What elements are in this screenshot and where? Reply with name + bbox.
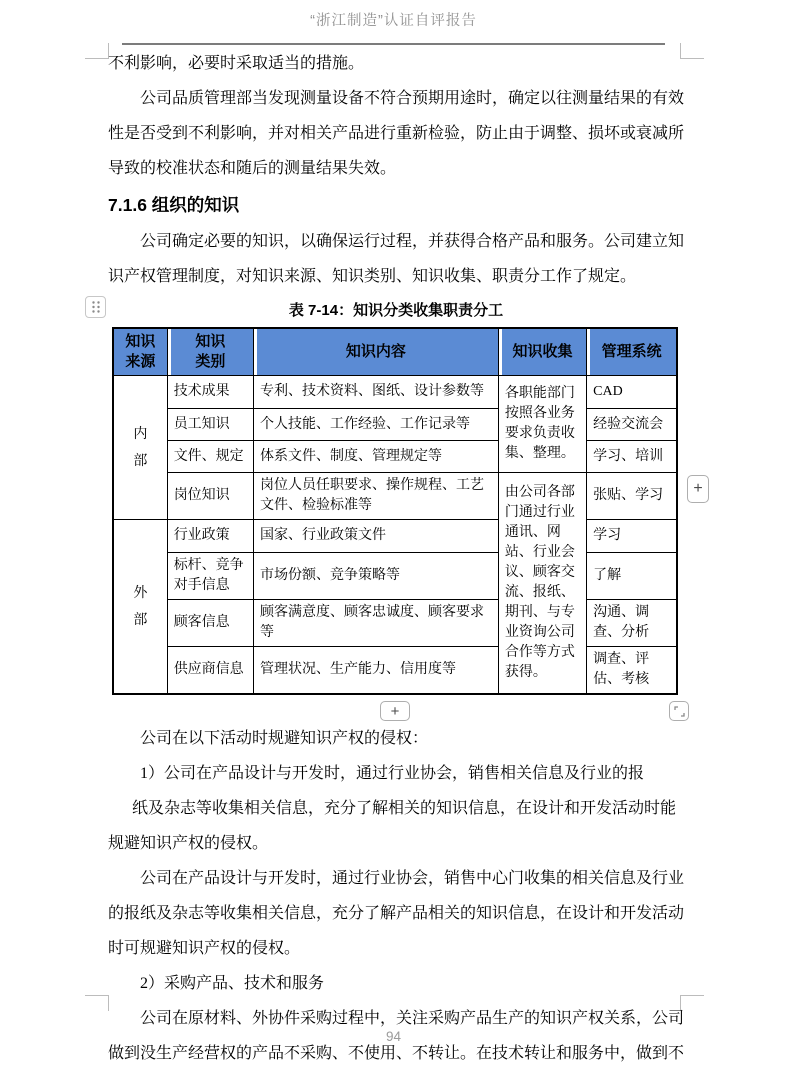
table-row <box>113 441 677 473</box>
cell-category: 员工知识 <box>167 409 253 441</box>
cell-content: 管理状况、生产能力、信用度等 <box>253 647 498 695</box>
cell-category: 技术成果 <box>167 376 253 409</box>
cell-source-external: 外部 <box>113 520 167 695</box>
cell-content: 体系文件、制度、管理规定等 <box>253 441 498 473</box>
cell-content: 国家、行业政策文件 <box>253 520 498 553</box>
expand-corners-icon <box>674 706 685 717</box>
cell-system: 经验交流会 <box>587 409 677 441</box>
cell-system: 了解 <box>587 553 677 600</box>
cell-system: CAD <box>587 376 677 409</box>
drag-dots-icon <box>91 300 101 314</box>
col-header-management-system: 管理系统 <box>587 328 677 376</box>
cell-system: 调查、评估、考核 <box>587 647 677 695</box>
margin-corner-mark-top-left <box>85 43 109 59</box>
table-caption: 表 7-14：知识分类收集职责分工 <box>288 302 504 319</box>
cell-source-internal: 内部 <box>113 376 167 520</box>
cell-system: 学习 <box>587 520 677 553</box>
table-row <box>113 553 677 600</box>
cell-system: 沟通、调查、分析 <box>587 600 677 647</box>
cell-content: 岗位人员任职要求、操作规程、工艺文件、检验标准等 <box>253 473 498 520</box>
page-number: 94 <box>385 1029 402 1044</box>
cell-collection-method: 各职能部门按照各业务要求负责收集、整理。 <box>498 376 586 473</box>
table-drag-handle[interactable] <box>85 296 106 318</box>
table-row <box>113 520 677 553</box>
cell-system: 张贴、学习 <box>587 473 677 520</box>
table-row <box>113 409 677 441</box>
cell-category: 供应商信息 <box>167 647 253 695</box>
cell-category: 顾客信息 <box>167 600 253 647</box>
cell-content: 顾客满意度、顾客忠诚度、顾客要求等 <box>253 600 498 647</box>
paragraph: 2）采购产品、技术和服务 <box>140 975 325 992</box>
paragraph: 公司在原材料、外协件采购过程中，关注采购产品生产的知识产权关系，公司做到没生产经营权的产品不采购、不使用、不转让。在技术转让和服务中，做到不 <box>108 1010 685 1062</box>
cell-category: 岗位知识 <box>167 473 253 520</box>
document-body <box>108 46 703 1071</box>
cell-category: 行业政策 <box>167 520 253 553</box>
paragraph: 公司在以下活动时规避知识产权的侵权： <box>140 730 429 747</box>
add-row-button[interactable] <box>380 701 410 721</box>
table-row <box>113 473 677 520</box>
header-rule <box>122 43 665 45</box>
margin-corner-mark-bottom-left <box>85 995 109 1011</box>
plus-icon: + <box>693 480 703 497</box>
cell-content: 个人技能、工作经验、工作记录等 <box>253 409 498 441</box>
paragraph: 公司品质管理部当发现测量设备不符合预期用途时，确定以往测量结果的有效性是否受到不利影响，并对相关产品进行重新检验，防止由于调整、损坏或衰减所导致的校准状态和随后的测量结果失效。 <box>108 90 685 177</box>
paragraph: 不利影响，必要时采取适当的措施。 <box>108 55 365 72</box>
col-header-knowledge-content: 知识内容 <box>253 328 498 376</box>
paragraph: 1）公司在产品设计与开发时，通过行业协会，销售相关信息及行业的报 <box>140 765 645 782</box>
add-column-button[interactable] <box>687 475 709 503</box>
plus-icon: + <box>390 702 400 720</box>
cell-content: 市场份额、竞争策略等 <box>253 553 498 600</box>
col-header-knowledge-collection: 知识收集 <box>498 328 586 376</box>
section-heading: 7.1.6 组织的知识 <box>108 195 240 215</box>
table-row <box>113 600 677 647</box>
cell-collection-method: 由公司各部门通过行业通讯、网站、行业会议、顾客交流、报纸、期刊、与专业资询公司合作等方式获得。 <box>498 473 586 695</box>
paragraph: 公司在产品设计与开发时，通过行业协会，销售中心门收集的相关信息及行业的报纸及杂志等收集相关信息，充分了解产品相关的知识信息，在设计和开发活动时可规避知识产权的侵权。 <box>108 870 685 957</box>
paragraph: 纸及杂志等收集相关信息，充分了解相关的知识信息，在设计和开发活动时能规避知识产权的侵权。 <box>108 800 677 852</box>
table-container <box>112 327 703 720</box>
col-header-knowledge-source: 知识来源 <box>113 328 167 376</box>
table-header-row <box>113 328 677 376</box>
cell-category: 文件、规定 <box>167 441 253 473</box>
table-row <box>113 647 677 695</box>
knowledge-table <box>112 327 678 695</box>
col-header-knowledge-category: 知识类别 <box>167 328 253 376</box>
cell-category: 标杆、竞争对手信息 <box>167 553 253 600</box>
cell-system: 学习、培训 <box>587 441 677 473</box>
expand-table-button[interactable] <box>669 701 689 721</box>
paragraph: 公司确定必要的知识，以确保运行过程，并获得合格产品和服务。公司建立知识产权管理制度，对知识来源、知识类别、知识收集、职责分工作了规定。 <box>108 233 685 285</box>
table-row <box>113 376 677 409</box>
running-header-title: “浙江制造”认证自评报告 <box>310 13 477 29</box>
cell-content: 专利、技术资料、图纸、设计参数等 <box>253 376 498 409</box>
